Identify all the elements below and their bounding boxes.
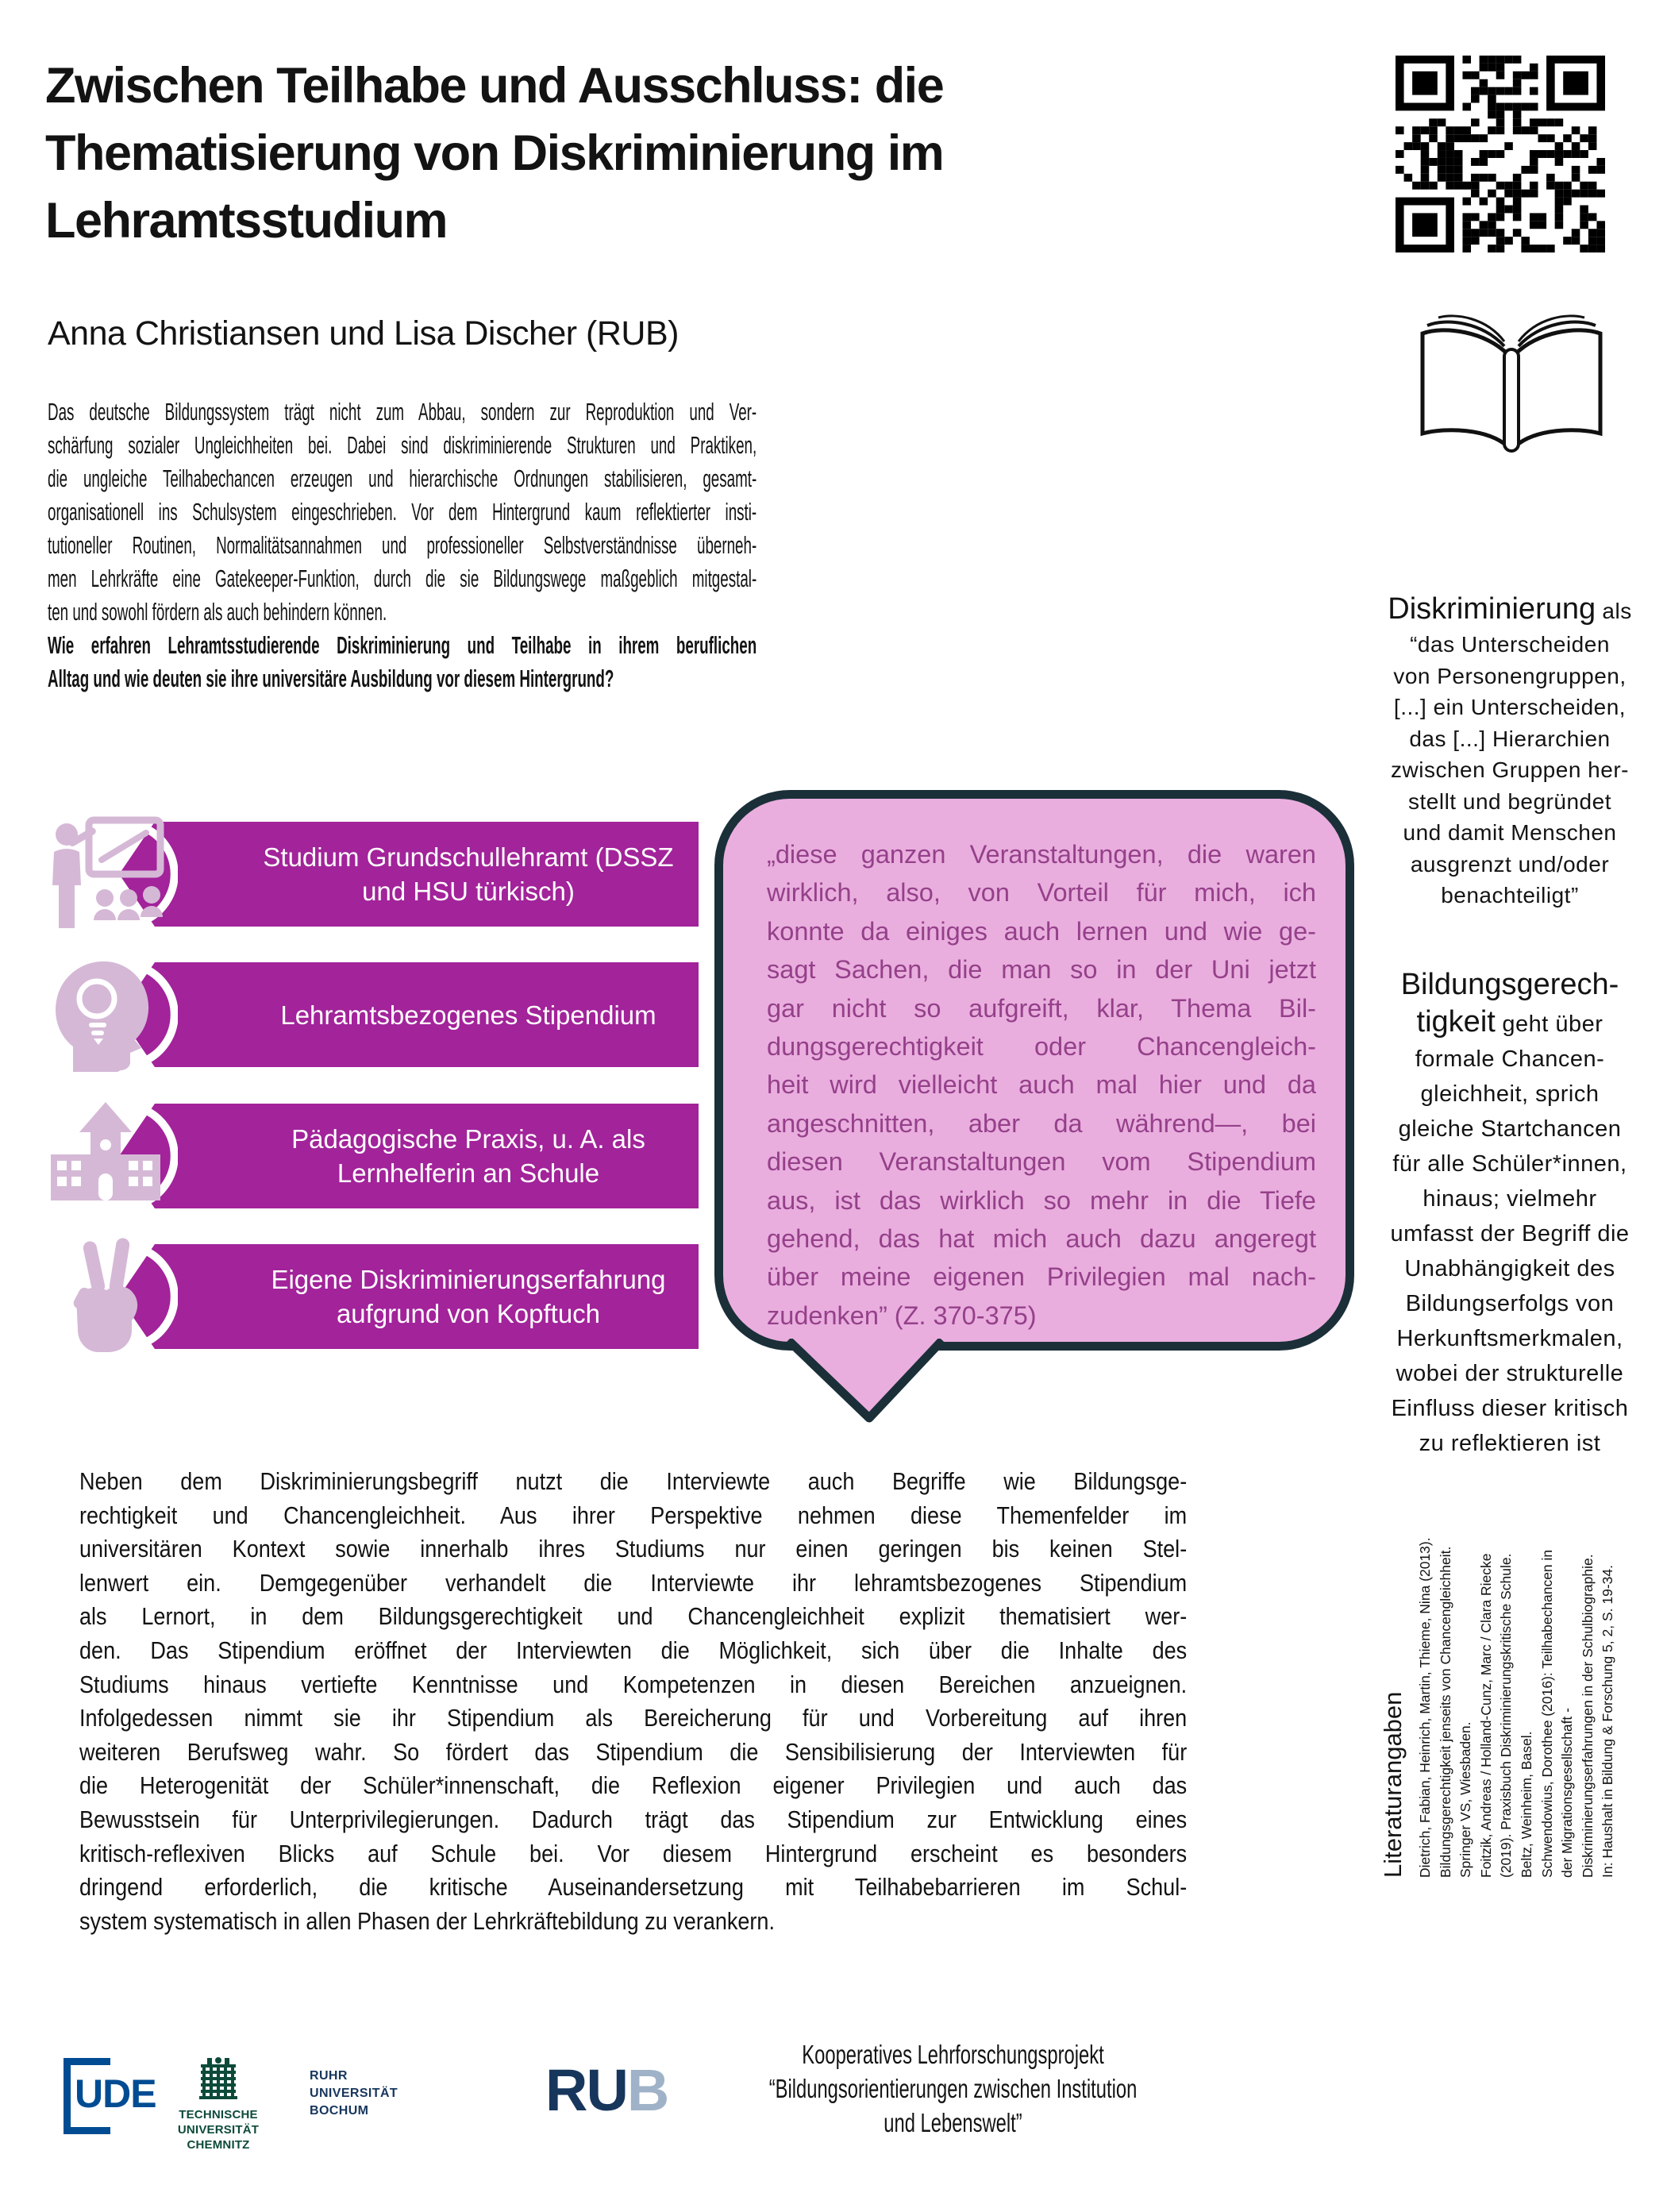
quote-line: gar nicht so aufgreift, klar, Thema Bil- <box>767 993 1316 1023</box>
peace-hand-icon <box>46 1236 167 1357</box>
logo-text-line: TECHNISCHE UNIVERSITÄT <box>177 2108 260 2137</box>
literature-list <box>1415 1499 1619 1878</box>
definition-bildungsgerechtigkeit <box>1354 967 1665 1461</box>
banner-studium-label <box>254 822 683 927</box>
text-line: von Personengruppen, <box>1393 663 1627 688</box>
reference-line: In: Haushalt in Bildung & Forschung 5, 2, S. 19-34. <box>1600 1565 1616 1878</box>
logo-text-line: CHEMNITZ <box>187 2138 250 2152</box>
rub-logo-ru: RU <box>545 2057 627 2123</box>
quote-line: dungsgerechtigkeit oder Chancengleich- <box>767 1032 1316 1062</box>
ude-logo: UDE <box>75 2071 156 2116</box>
text-line: umfasst der Begriff die <box>1390 1221 1630 1247</box>
text-line: rechtigkeit und Chancengleichheit. Aus ihrer Perspektive nehmen diese Themenfelder im <box>79 1501 1188 1529</box>
text-line: wobei der strukturelle <box>1396 1361 1624 1386</box>
crescent-decoration <box>133 965 178 1064</box>
text-line: weiteren Berufsweg wahr. So fördert das Stipendium die Sensibilisierung der Interviewten für <box>79 1737 1188 1766</box>
text-line: lenwert ein. Demgegenüber verhandelt die Interviewte ihr lehramtsbezogenes Stipendium <box>79 1568 1188 1597</box>
reference-line: Schwendowius, Dorothee (2016): Teilhabechancen in <box>1538 1549 1555 1878</box>
results-paragraph <box>79 1465 1187 1938</box>
text-line: organisationell ins Schulsystem eingeschrieben. Vor dem Hintergrund kaum reflektierter insti- <box>48 499 757 526</box>
interview-quote <box>767 835 1316 1335</box>
text-line: Infolgedessen nimmt sie ihr Stipendium als Bereicherung für und Vorbereitung auf ihren <box>79 1704 1188 1732</box>
text-line: schärfung sozialer Ungleichheiten bei. Dabei sind diskriminierende Strukturen und Praktiken, <box>48 432 757 459</box>
banner-text-line: Studium Grundschullehramt (DSSZ <box>263 842 674 872</box>
quote-bubble-tail <box>782 1339 949 1428</box>
quote-line: aus, ist das wirklich so mehr in die Tiefe <box>767 1185 1316 1215</box>
text-line: ausgrenzt und/oder <box>1410 851 1610 877</box>
quote-line: heit wird vielleicht auch mal hier und da <box>767 1070 1316 1100</box>
reference-line: der Migrationsgesellschaft - <box>1559 1708 1576 1878</box>
text-line: universitären Kontext sowie innerhalb ihres Studiums nur einen geringen bis keinen Stel- <box>79 1535 1188 1563</box>
text-line: und damit Menschen <box>1403 820 1617 845</box>
banner-praxis-label <box>254 1104 683 1208</box>
page-title <box>45 52 1331 255</box>
term-connector: als <box>1602 599 1632 623</box>
title-line: Thematisierung von Diskriminierung im <box>45 125 944 181</box>
quote-line: wirklich, also, von Vorteil für mich, ich <box>767 878 1316 908</box>
text-line: system systematisch in allen Phasen der Lehrkräftebildung zu verankern. <box>79 1906 775 1935</box>
project-title-line: “Bildungsorientierungen zwischen Institution <box>768 2074 1138 2103</box>
results-section <box>79 1465 1191 1938</box>
rub-logo <box>545 2057 668 2123</box>
quote-line: angeschnitten, aber da während—, bei <box>767 1108 1316 1138</box>
text-line: zu reflektieren ist <box>1419 1431 1601 1456</box>
title-line: Zwischen Teilhabe und Ausschluss: die <box>45 58 944 114</box>
definition-heading <box>1354 592 1665 629</box>
text-line: men Lehrkräfte eine Gatekeeper-Funktion, durch die sie Bildungswege maßgeblich mitgestal- <box>48 565 757 592</box>
banner-stipendium-label <box>254 962 683 1067</box>
text-line: “das Unterscheiden <box>1410 632 1610 657</box>
reference-line: Beltz, Weinheim, Basel. <box>1518 1731 1534 1878</box>
reference-line: Foitzik, Andreas / Holland-Cunz, Marc / Clara Riecke <box>1477 1553 1494 1878</box>
quote-line: sagt Sachen, die man so in der Uni jetzt <box>767 955 1316 985</box>
intro-section <box>48 395 762 696</box>
logo-text-line: UNIVERSITÄT <box>310 2087 398 2100</box>
banner-text-line: Pädagogische Praxis, u. A. als <box>291 1124 645 1154</box>
text-line: gleichheit, sprich <box>1420 1081 1600 1107</box>
text-line: das [...] Hierarchien <box>1409 726 1611 751</box>
logo-text-line: RUHR <box>310 2069 348 2083</box>
definition-diskriminierung <box>1354 592 1665 911</box>
text-line: Unabhängigkeit des <box>1404 1256 1615 1281</box>
quote-line: diesen Veranstaltungen vom Stipendium <box>767 1147 1316 1177</box>
quote-line: über meine eigenen Privilegien mal nach- <box>767 1262 1316 1292</box>
tu-chemnitz-logo <box>151 2056 286 2152</box>
text-line: den. Das Stipendium eröffnet der Interviewten die Möglichkeit, sich über die Inhalte des <box>79 1636 1188 1664</box>
term-connector: geht über <box>1502 1012 1603 1037</box>
project-title <box>699 2037 1207 2140</box>
banner-erfahrung-label <box>254 1244 683 1349</box>
text-line: hinaus; vielmehr <box>1423 1186 1597 1212</box>
text-line: Wie erfahren Lehramtsstudierende Diskriminierung und Teilhabe in ihrem beruflichen <box>48 632 757 659</box>
tu-chemnitz-building-icon <box>196 2056 241 2102</box>
text-line: Einfluss dieser kritisch <box>1391 1396 1629 1421</box>
banner-text-line: aufgrund von Kopftuch <box>336 1299 601 1328</box>
text-line: benachteiligt” <box>1441 883 1579 908</box>
literature-references <box>1379 1499 1653 1878</box>
reference-line: Bildungsgerechtigkeit jenseits von Chancengleichheit. <box>1437 1546 1453 1878</box>
banner-text-line: Lernhelferin an Schule <box>337 1158 600 1188</box>
quote-line: konnte da einiges auch lernen und wie ge- <box>767 916 1316 946</box>
text-line: formale Chancen- <box>1415 1046 1605 1072</box>
banner-text-line: und HSU türkisch) <box>362 877 575 906</box>
definition-text <box>1354 629 1665 911</box>
teacher-board-icon <box>46 814 167 935</box>
text-line: zwischen Gruppen her- <box>1391 757 1629 782</box>
banner-text-line: Eigene Diskriminierungserfahrung <box>271 1265 666 1294</box>
project-title-line: und Lebenswelt” <box>884 2108 1022 2137</box>
term-bildungsgerechtigkeit-1: Bildungsgerech- <box>1400 968 1619 1001</box>
title-line: Lehramtsstudium <box>45 193 448 249</box>
text-line: Herkunftsmerkmalen, <box>1396 1326 1623 1351</box>
intro-paragraph <box>48 395 757 629</box>
text-line: gleiche Startchancen <box>1398 1116 1622 1142</box>
qr-code <box>1396 56 1605 252</box>
quote-line: gehend, das hat mich auch dazu angeregt <box>767 1224 1316 1254</box>
text-line: Bildungserfolgs von <box>1405 1291 1615 1316</box>
text-line: Das deutsche Bildungssystem trägt nicht zum Abbau, sondern zur Reproduktion und Ver- <box>48 399 757 426</box>
open-book-icon <box>1403 308 1619 455</box>
logo-text-line: BOCHUM <box>310 2104 369 2118</box>
text-line: Bewusstsein für Unterprivilegierungen. Dadurch trägt das Stipendium zur Entwicklung eines <box>79 1805 1188 1833</box>
reference-line: (2019). Praxisbuch Diskriminierungskritische Schule. <box>1498 1553 1515 1878</box>
text-line: Studiums hinaus vertiefte Kenntnisse und Kompetenzen in diesen Bereichen anzueignen. <box>79 1670 1188 1698</box>
quote-line: zudenken” (Z. 370-375) <box>767 1301 1037 1330</box>
text-line: die Heterogenität der Schüler*innenschaft, die Reflexion eigener Privilegien und auch das <box>79 1771 1188 1800</box>
term-diskriminierung: Diskriminierung <box>1388 592 1596 626</box>
term-bildungsgerechtigkeit-2: tigkeit <box>1416 1005 1496 1039</box>
text-line: ten und sowohl fördern als auch behindern können. <box>48 599 387 626</box>
text-line: stellt und begründet <box>1408 788 1611 814</box>
text-line: [...] ein Unterscheiden, <box>1393 695 1627 719</box>
text-line: die ungleiche Teilhabechancen erzeugen und hierarchische Ordnungen stabilisieren, gesamt- <box>48 465 757 492</box>
rub-wordmark <box>310 2067 398 2120</box>
text-line: Neben dem Diskriminierungsbegriff nutzt die Interviewte auch Begriffe wie Bildungsge- <box>79 1467 1188 1495</box>
text-line: kritisch-reflexiven Blicks auf Schule bei. Vor diesem Hintergrund erscheint es besonders <box>79 1839 1188 1867</box>
quote-line: „diese ganzen Veranstaltungen, die waren <box>767 840 1316 869</box>
rub-logo-b: B <box>626 2057 668 2123</box>
project-title-line: Kooperatives Lehrforschungsprojekt <box>802 2040 1104 2069</box>
school-building-icon <box>46 1096 167 1216</box>
reference-line: Diskriminierungserfahrungen in der Schulbiographie. <box>1579 1554 1596 1878</box>
reference-line: Springer VS, Wiesbaden. <box>1457 1721 1474 1878</box>
definition-text <box>1354 1042 1665 1461</box>
text-line: dringend erforderlich, die kritische Auseinandersetzung mit Teilhabebarrieren im Schul- <box>79 1873 1188 1902</box>
text-line: tutioneller Routinen, Normalitätsannahmen und professioneller Selbstverständnisse überneh- <box>48 532 757 559</box>
reference-line: Dietrich, Fabian, Heinrich, Martin, Thieme, Nina (2013). <box>1417 1537 1433 1878</box>
banner-text-line: Lehramtsbezogenes Stipendium <box>280 1000 656 1030</box>
text-line: als Lernort, in dem Bildungsgerechtigkeit und Chancengleichheit explizit thematisiert wer- <box>79 1602 1188 1631</box>
research-question <box>48 629 757 696</box>
literature-heading: Literaturangaben <box>1379 1691 1407 1878</box>
tu-chemnitz-text <box>151 2107 286 2152</box>
authors-line: Anna Christiansen und Lisa Discher (RUB) <box>48 314 679 353</box>
text-line: für alle Schüler*innen, <box>1392 1151 1627 1177</box>
text-line: Alltag und wie deuten sie ihre universitäre Ausbildung vor diesem Hintergrund? <box>48 665 614 692</box>
